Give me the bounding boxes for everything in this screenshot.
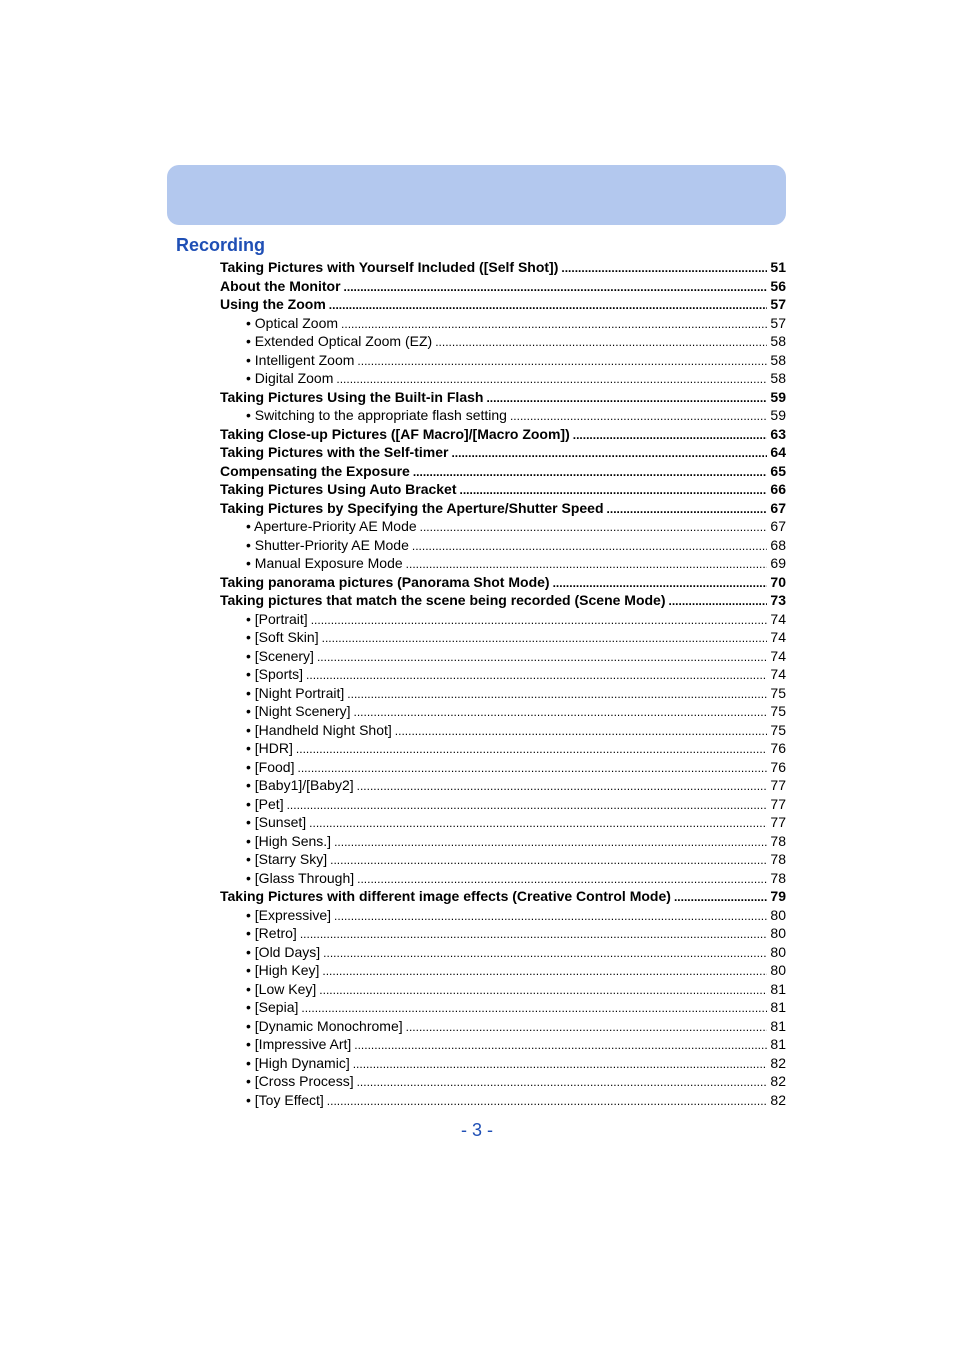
toc-page-number: 63 [770,425,786,442]
toc-subentry[interactable] [220,1054,786,1073]
toc-subentry[interactable] [220,1017,786,1036]
dot-leader [553,573,767,593]
dot-leader [357,776,767,796]
dot-leader [300,924,767,944]
toc-entry-label: • [Dynamic Monochrome] [246,1017,403,1034]
toc-entry-label: • [Expressive] [246,906,332,923]
dot-leader [413,462,767,482]
toc-subentry[interactable] [220,647,786,666]
toc-subentry[interactable] [220,869,786,888]
toc-entry-label: • [Night Scenery] [246,703,351,719]
toc-entry-label: Using the Zoom [220,296,326,312]
toc-page-number: 75 [770,703,786,719]
toc-page-number: 78 [770,869,786,886]
toc-entry[interactable] [220,887,786,906]
dot-leader [311,610,767,630]
toc-subentry[interactable] [220,351,786,370]
toc-entry-label: • [Handheld Night Shot] [246,721,392,738]
dot-leader [287,795,767,815]
toc-subentry[interactable] [220,850,786,869]
toc-entry-label: Taking panorama pictures (Panorama Shot Mode) [220,573,550,590]
dot-leader [406,1017,767,1037]
toc-subentry[interactable] [220,536,786,555]
toc-entry-label: • Aperture-Priority AE Mode [246,518,417,534]
toc-page-number: 74 [770,666,786,682]
toc-page-number: 70 [770,573,786,590]
toc-entry-label: Taking pictures that match the scene being recorded (Scene Mode) [220,592,666,608]
toc-entry-label: • [Cross Process] [246,1073,354,1089]
toc-page-number: 81 [770,1017,786,1034]
toc-subentry[interactable] [220,1035,786,1054]
toc-entry-label: • [High Dynamic] [246,1054,350,1071]
toc-entry[interactable] [220,388,786,407]
toc-entry-label: • [Night Portrait] [246,684,345,701]
dot-leader [435,332,767,352]
toc-subentry[interactable] [220,684,786,703]
toc-subentry[interactable] [220,665,786,684]
toc-page-number: 57 [770,296,786,312]
toc-subentry[interactable] [220,1091,786,1110]
toc-entry[interactable] [220,295,786,314]
toc-entry-label: • Switching to the appropriate flash setting [246,407,507,423]
toc-subentry[interactable] [220,610,786,629]
toc-entry-label: • Digital Zoom [246,370,334,386]
toc-entry-label: • [Toy Effect] [246,1091,324,1108]
dot-leader [344,277,767,297]
toc-page-number: 82 [770,1091,786,1108]
toc-entry[interactable] [220,258,786,277]
header-banner [167,165,786,225]
dot-leader [357,869,767,889]
toc-entry-label: Taking Pictures with different image effects (Creative Control Mode) [220,888,671,904]
toc-entry-label: • [Glass Through] [246,869,355,886]
toc-entry[interactable] [220,480,786,499]
toc-entry-label: • [Starry Sky] [246,851,328,867]
toc-entry-label: • Optical Zoom [246,314,339,331]
dot-leader [327,1091,767,1111]
dot-leader [301,998,767,1018]
toc-subentry[interactable] [220,980,786,999]
toc-page-number: 80 [770,906,786,923]
toc-page-number: 80 [770,943,786,960]
toc-subentry[interactable] [220,758,786,777]
toc-page-number: 51 [770,259,786,275]
dot-leader [347,684,767,704]
toc-page-number: 80 [770,925,786,941]
toc-entry-label: • [Old Days] [246,943,321,960]
dot-leader [297,758,767,778]
toc-entry-label: • Manual Exposure Mode [246,555,403,571]
dot-leader [330,850,767,870]
dot-leader [420,517,767,537]
toc-subentry[interactable] [220,406,786,425]
dot-leader [322,961,767,981]
toc-entry-label: Taking Pictures with Yourself Included ([Self Shot]) [220,259,559,275]
toc-entry-label: • Extended Optical Zoom (EZ) [246,333,433,349]
toc-page-number: 74 [770,647,786,664]
toc-page-number: 80 [770,962,786,978]
table-of-contents [220,258,786,1109]
toc-subentry[interactable] [220,369,786,388]
toc-page-number: 58 [770,351,786,368]
toc-subentry[interactable] [220,776,786,795]
toc-page-number: 66 [770,481,786,497]
toc-entry-label: • [HDR] [246,740,293,756]
dot-leader [341,314,767,334]
toc-entry-label: • [High Key] [246,962,320,978]
toc-entry[interactable] [220,277,786,296]
toc-entry-label: • Intelligent Zoom [246,351,355,368]
toc-subentry[interactable] [220,832,786,851]
toc-page-number: 78 [770,832,786,849]
toc-subentry[interactable] [220,998,786,1017]
toc-subentry[interactable] [220,702,786,721]
toc-page-number: 65 [770,462,786,479]
dot-leader [329,295,767,315]
toc-page-number: 75 [770,684,786,701]
toc-entry[interactable] [220,573,786,592]
dot-leader [322,628,767,648]
toc-entry[interactable] [220,591,786,610]
dot-leader [607,499,767,519]
dot-leader [412,536,767,556]
toc-entry-label: Taking Pictures by Specifying the Aperture/Shutter Speed [220,499,604,516]
toc-entry-label: Compensating the Exposure [220,462,410,479]
dot-leader [334,832,767,852]
toc-subentry[interactable] [220,906,786,925]
dot-leader [323,943,767,963]
dot-leader [353,1054,767,1074]
toc-page-number: 67 [770,499,786,516]
toc-page-number: 69 [770,555,786,571]
toc-page-number: 56 [770,277,786,294]
dot-leader [336,369,767,389]
dot-leader [406,554,767,574]
toc-page-number: 74 [770,629,786,645]
page-number: - 3 - [460,1120,493,1140]
dot-leader [510,406,767,426]
dot-leader [309,813,767,833]
toc-entry-label: • Shutter-Priority AE Mode [246,536,409,553]
dot-leader [573,425,767,445]
toc-page-number: 59 [770,407,786,423]
dot-leader [354,1035,767,1055]
toc-entry-label: • [Food] [246,758,295,775]
toc-page-number: 81 [770,1036,786,1052]
toc-subentry[interactable] [220,554,786,573]
toc-entry-label: Taking Pictures Using Auto Bracket [220,481,457,497]
toc-entry-label: • [Scenery] [246,647,314,664]
toc-page-number: 77 [770,777,786,793]
toc-entry-label: About the Monitor [220,277,341,294]
toc-entry-label: • [Sunset] [246,814,307,830]
dot-leader [460,480,768,500]
toc-entry-label: • [Pet] [246,795,284,812]
dot-leader [451,443,767,463]
dot-leader [357,351,767,371]
toc-page-number: 77 [770,814,786,830]
dot-leader [317,647,767,667]
toc-page-number: 76 [770,740,786,756]
toc-subentry[interactable] [220,332,786,351]
toc-page-number: 82 [770,1054,786,1071]
toc-page-number: 68 [770,536,786,553]
toc-page-number: 77 [770,795,786,812]
dot-leader [319,980,767,1000]
toc-subentry[interactable] [220,795,786,814]
toc-entry-label: • [Baby1]/[Baby2] [246,777,354,793]
section-title: Recording [176,235,266,255]
toc-entry-label: Taking Pictures Using the Built-in Flash [220,388,484,405]
toc-page-number: 57 [770,314,786,331]
dot-leader [486,388,767,408]
toc-subentry[interactable] [220,739,786,758]
toc-subentry[interactable] [220,1072,786,1091]
toc-subentry[interactable] [220,813,786,832]
toc-page-number: 64 [770,444,786,460]
toc-page-number: 67 [770,518,786,534]
toc-entry-label: • [Portrait] [246,610,308,627]
dot-leader [354,702,767,722]
dot-leader [357,1072,767,1092]
toc-page-number: 58 [770,333,786,349]
toc-page-number: 78 [770,851,786,867]
dot-leader [669,591,767,611]
toc-entry-label: • [Impressive Art] [246,1036,352,1052]
toc-entry[interactable] [220,443,786,462]
toc-page-number: 74 [770,610,786,627]
toc-page-number: 59 [770,388,786,405]
toc-entry-label: • [Low Key] [246,980,317,997]
toc-entry-label: • [Sepia] [246,999,299,1015]
toc-entry-label: • [Sports] [246,666,304,682]
toc-page-number: 73 [770,592,786,608]
dot-leader [674,887,767,907]
toc-page-number: 75 [770,721,786,738]
toc-page-number: 76 [770,758,786,775]
toc-page-number: 79 [770,888,786,904]
toc-entry[interactable] [220,462,786,481]
toc-entry-label: • [High Sens.] [246,832,332,849]
dot-leader [334,906,767,926]
toc-entry-label: Taking Pictures with the Self-timer [220,444,449,460]
dot-leader [395,721,767,741]
toc-page-number: 81 [770,980,786,997]
toc-entry-label: • [Soft Skin] [246,629,319,645]
dot-leader [561,258,767,278]
toc-entry[interactable] [220,499,786,518]
toc-page-number: 58 [770,370,786,386]
toc-subentry[interactable] [220,314,786,333]
toc-subentry[interactable] [220,517,786,536]
toc-subentry[interactable] [220,943,786,962]
toc-entry-label: • [Retro] [246,925,297,941]
toc-entry[interactable] [220,425,786,444]
dot-leader [296,739,767,759]
dot-leader [306,665,767,685]
toc-page-number: 81 [770,999,786,1015]
toc-page-number: 82 [770,1073,786,1089]
toc-subentry[interactable] [220,721,786,740]
toc-subentry[interactable] [220,628,786,647]
toc-subentry[interactable] [220,961,786,980]
toc-subentry[interactable] [220,924,786,943]
toc-entry-label: Taking Close-up Pictures ([AF Macro]/[Macro Zoom]) [220,425,570,442]
